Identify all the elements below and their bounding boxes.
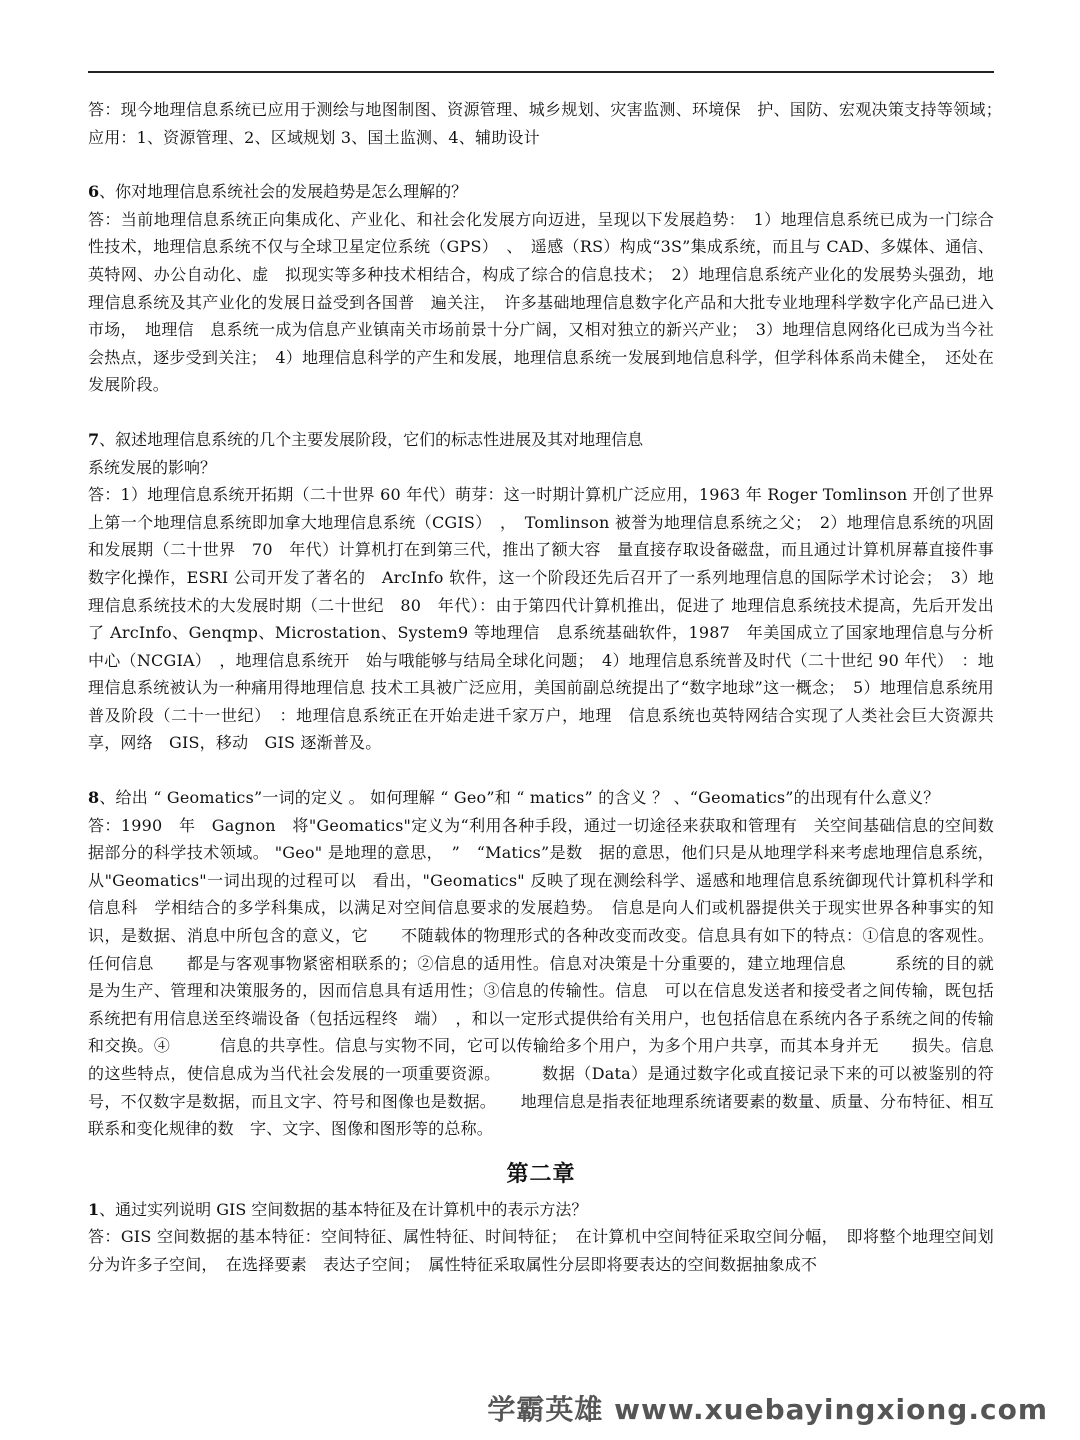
question-8 <box>88 784 994 812</box>
chapter2-answer-1: 答：GIS 空间数据的基本特征：空间特征、属性特征、时间特征； 在计算机中空间特征采取空间分幅， 即将整个地理空间划分为许多子空间， 在选择要素 表达子空间； 属性特征采取属性分层即将要表达的空间数据抽象成不 <box>88 1227 994 1274</box>
chapter2-question-1-text: 、通过实列说明 GIS 空间数据的基本特征及在计算机中的表示方法？ <box>99 1199 588 1219</box>
question-7 <box>88 426 994 454</box>
question-8-number: 8 <box>88 788 100 808</box>
question-7-line2: 系统发展的影响？ <box>88 457 217 477</box>
spacer <box>88 399 994 426</box>
spacer <box>88 151 994 178</box>
chapter2-question-1-number: 1 <box>88 1199 100 1219</box>
question-6-text: 、你对地理信息系统社会的发展趋势是怎么理解的？ <box>99 182 468 202</box>
question-7-number: 7 <box>88 429 100 449</box>
previous-answer: 答：现今地理信息系统已应用于测绘与地图制图、资源管理、城乡规划、灾害监测、环境保 护、国防、宏观决策支持等领域； 应用：1、资源管理、2、区域规划 3、国土监测、4、辅助设计 <box>88 100 1011 147</box>
question-8-text: 、给出 “ Geomatics”一词的定义 。 如何理解 “ Geo”和 “ matics” 的含义 ？ 、“Geomatics”的出现有什么意义？ <box>99 788 940 808</box>
question-6 <box>88 178 994 206</box>
answer-7: 答：1）地理信息系统开拓期（二十世界 60 年代）萌芽：这一时期计算机广泛应用，1963 年 Roger Tomlinson 开创了世界上第一个地理信息系统即加拿大地理信息系统（CGIS） ， Tomlinson 被誉为地理信息系统之父； 2）地理信息系统的巩固和发展期（二十世界 70 年代）计算机打在到第三代，推出了额大容 量直接存取设备磁盘，而且通过计算机屏幕直接件事数字化操作，ESRI 公司开发了著名的 ArcInfo 软件，这一个阶段还先后召开了一系列地理信息的国际学术讨论会； 3）地理信息系统技术的大发展时期（二十世纪 80 年代）：由于第四代计算机推出，促进了 地理信息系统技术提高，先后开发出了 ArcInfo、Genqmp、Microstation、System9 等地理信 息系统基础软件，1987 年美国成立了国家地理信息与分析中心（NCGIA） ，地理信息系统开 始与哦能够与结局全球化问题； 4）地理信息系统普及时代（二十世纪 90 年代） ：地理信息系统被认为一种痛用得地理信息 技术工具被广泛应用，美国前副总统提出了“数字地球”这一概念； 5）地理信息系统用普及阶段（二十一世纪） ：地理信息系统正在开始走进千家万户，地理 信息系统也英特网结合实现了人类社会巨大资源共享，网络 GIS，移动 GIS 逐渐普及。 <box>88 485 994 753</box>
answer-6: 答：当前地理信息系统正向集成化、产业化、和社会化发展方向迈进，呈现以下发展趋势： 1）地理信息系统已成为一门综合性技术，地理信息系统不仅与全球卫星定位系统（GPS） 、 遥感（RS）构成“3S”集成系统，而且与 CAD、多媒体、通信、英特网、办公自动化、虚 拟现实等多种技术相结合，构成了综合的信息技术； 2）地理信息系统产业化的发展势头强劲，地理信息系统及其产业化的发展日益受到各国普 遍关注， 许多基础地理信息数字化产品和大批专业地理科学数字化产品已进入市场， 地理信 息系统一成为信息产业镇南关市场前景十分广阔，又相对独立的新兴产业； 3）地理信息网络化已成为当今社会热点，逐步受到关注； 4）地理信息科学的产生和发展，地理信息系统一发展到地信息科学，但学科体系尚未健全， 还处在发展阶段。 <box>88 209 994 395</box>
header-rule <box>88 71 994 73</box>
answer-8: 答：1990 年 Gagnon 将"Geomatics"定义为“利用各种手段，通过一切途径来获取和管理有 关空间基础信息的空间数据部分的科学技术领域。 "Geo" 是地理的意思， ” “Matics”是数 据的意思，他们只是从地理学科来考虑地理信息系统，从"Geomatics"一词出现的过程可以 看出，"Geomatics" 反映了现在测绘科学、遥感和地理信息系统御现代计算机科学和信息科 学相结合的多学科集成，以满足对空间信息要求的发展趋势。 信息是向人们或机器提供关于现实世界各种事实的知识，是数据、消息中所包含的意义，它 不随载体的物理形式的各种改变而改变。信息具有如下的特点：①信息的客观性。任何信息 都是与客观事物紧密相联系的；②信息的适用性。信息对决策是十分重要的，建立地理信息 系统的目的就是为生产、管理和决策服务的，因而信息具有适用性；③信息的传输性。信息 可以在信息发送者和接受者之间传输，既包括系统把有用信息送至终端设备（包括远程终 端） ，和以一定形式提供给有关用户，也包括信息在系统内各子系统之间的传输和交换。④ 信息的共享性。信息与实物不同，它可以传输给多个用户，为多个用户共享，而其本身并无 损失。信息的这些特点，使信息成为当代社会发展的一项重要资源。 数据（Data）是通过数字化或直接记录下来的可以被鉴别的符号，不仅数字是数据，而且文字、符号和图像也是数据。 地理信息是指表征地理系统诸要素的数量、质量、分布特征、相互联系和变化规律的数 字、文字、图像和图形等的总称。 <box>88 815 994 1139</box>
document-body <box>88 96 1011 1279</box>
spacer <box>88 757 994 784</box>
question-6-number: 6 <box>88 182 100 202</box>
chapter-title: 第二章 <box>506 1160 576 1187</box>
question-7-text-line1: 、叙述地理信息系统的几个主要发展阶段，它们的标志性进展及其对地理信息 <box>99 429 644 449</box>
site-watermark: 学霸英雄 www.xuebayingxiong.com <box>487 1393 1048 1426</box>
chapter2-question-1 <box>88 1196 994 1224</box>
